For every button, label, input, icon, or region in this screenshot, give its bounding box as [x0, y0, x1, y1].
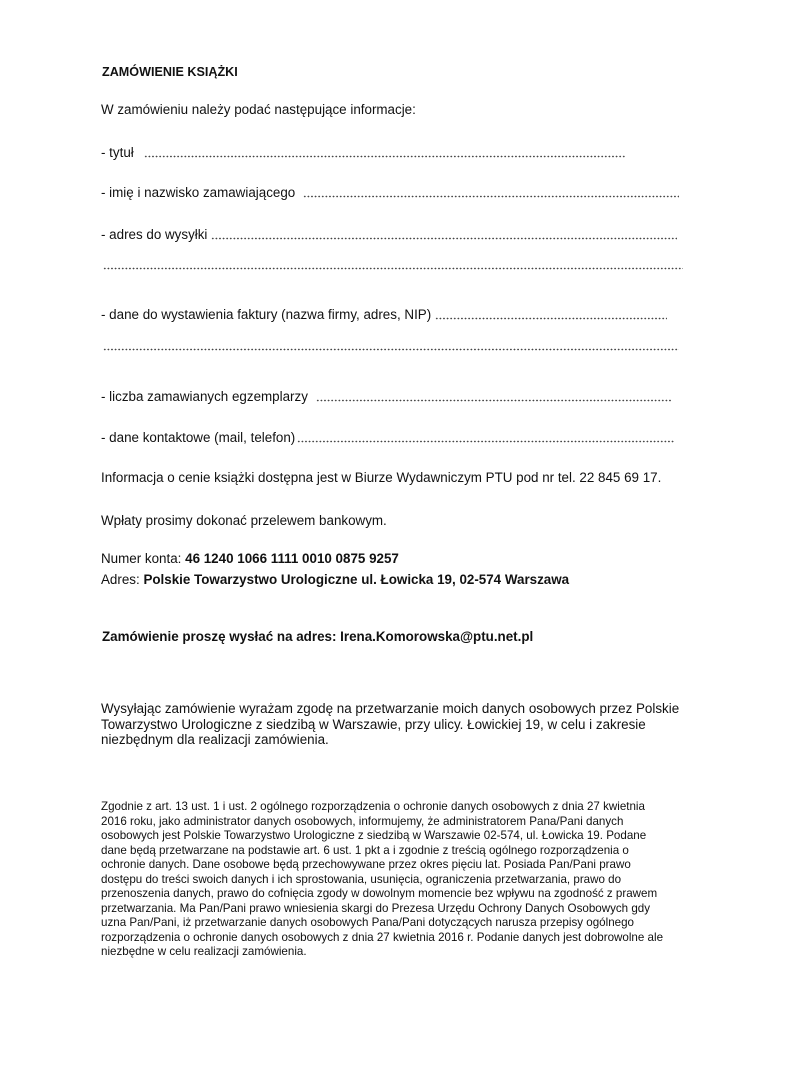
- address-value: Polskie Towarzystwo Urologiczne ul. Łowicka 19, 02-574 Warszawa: [143, 572, 570, 587]
- field-address-fill-line[interactable]: [211, 237, 677, 240]
- send-order-instruction: Zamówienie proszę wysłać na adres: Irena.Komorowska@ptu.net.pl: [102, 629, 534, 644]
- consent-line: Wysyłając zamówienie wyrażam zgodę na przetwarzanie moich danych osobowych przez Polskie: [101, 701, 680, 716]
- intro-text: W zamówieniu należy podać następujące informacje:: [101, 102, 416, 117]
- address-line: [101, 572, 569, 588]
- field-address: [101, 227, 677, 243]
- field-name: [101, 185, 679, 201]
- gdpr-line: dostępu do treści swoich danych i ich sprostowania, usunięcia, ograniczenia przetwarzania, prawo do: [101, 872, 622, 886]
- field-title-label: - tytuł: [101, 145, 134, 160]
- gdpr-line: uzna Pan/Pani, iż przetwarzanie danych osobowych Pana/Pani dotyczących narusza przepisy ogólnego: [101, 916, 634, 929]
- gdpr-line: przenoszenia danych, prawo do cofnięcia zgody w dowolnym momencie bez wpływu na zgodność z prawem: [101, 887, 658, 900]
- account-line: [101, 551, 399, 567]
- field-invoice: [101, 307, 667, 323]
- gdpr-line: dane będą przetwarzane na podstawie art. 6 ust. 1 pkt a i zgodnie z treścią ogólnego rozporządzenia o: [101, 843, 629, 857]
- field-contact: [101, 430, 675, 446]
- field-title: [101, 145, 626, 161]
- field-copies: [101, 389, 672, 405]
- gdpr-paragraph: [101, 800, 721, 960]
- address-label: Adres:: [101, 572, 140, 587]
- account-label: Numer konta:: [101, 551, 182, 566]
- gdpr-line: Zgodnie z art. 13 ust. 1 i ust. 2 ogólnego rozporządzenia o ochronie danych osobowych z dnia 27 kwietnia: [101, 800, 645, 813]
- field-copies-label: - liczba zamawianych egzemplarzy: [101, 389, 308, 404]
- document-title: ZAMÓWIENIE KSIĄŻKI: [102, 65, 238, 79]
- gdpr-line: ochronie danych. Dane osobowe będą przechowywane przez okres pięciu lat. Posiada Pan/Pani prawo: [101, 858, 631, 871]
- field-invoice-label: - dane do wystawienia faktury (nazwa firmy, adres, NIP): [101, 307, 432, 322]
- field-name-fill-line[interactable]: [303, 195, 679, 198]
- field-invoice-second-line: [101, 348, 679, 354]
- gdpr-line: 2016 roku, jako administrator danych osobowych, informujemy, że administratorem Pana/Pani danych: [101, 814, 624, 828]
- consent-line: Towarzystwo Urologiczne z siedzibą w Warszawie, przy ulicy. Łowickiej 19, w celu i zakresie: [101, 716, 646, 732]
- field-address-second-line: [101, 267, 683, 273]
- field-name-label: - imię i nazwisko zamawiającego: [101, 185, 296, 200]
- price-info: Informacja o cenie książki dostępna jest w Biurze Wydawniczym PTU pod nr tel. 22 845 69 17.: [101, 470, 662, 485]
- gdpr-line: rozporządzenia o ochronie danych osobowych z dnia 27 kwietnia 2016 r. Podanie danych jest dobrowolne ale: [101, 930, 664, 944]
- field-copies-fill-line[interactable]: [316, 399, 672, 402]
- consent-paragraph: [101, 701, 711, 748]
- consent-line: niezbędnym dla realizacji zamówienia.: [101, 732, 329, 747]
- field-contact-label: - dane kontaktowe (mail, telefon): [101, 430, 296, 445]
- account-number: 46 1240 1066 1111 0010 0875 9257: [185, 551, 399, 566]
- gdpr-line: osobowych jest Polskie Towarzystwo Urologiczne z siedzibą w Warszawie 02-574, ul. Łowicka 19. Podane: [101, 829, 647, 842]
- field-address-fill-line-2[interactable]: [103, 267, 683, 270]
- field-invoice-fill-line[interactable]: [435, 317, 667, 320]
- field-invoice-fill-line-2[interactable]: [103, 348, 679, 351]
- field-contact-fill-line[interactable]: [297, 440, 675, 443]
- gdpr-line: niezbędne w celu realizacji zamówienia.: [101, 945, 307, 958]
- field-title-fill-line[interactable]: [144, 155, 626, 158]
- payment-info: Wpłaty prosimy dokonać przelewem bankowym.: [101, 513, 387, 528]
- field-address-label: - adres do wysyłki: [101, 227, 208, 242]
- gdpr-line: przetwarzania. Ma Pan/Pani prawo wniesienia skargi do Prezesa Urzędu Ochrony Danych Osobowych gdy: [101, 901, 651, 915]
